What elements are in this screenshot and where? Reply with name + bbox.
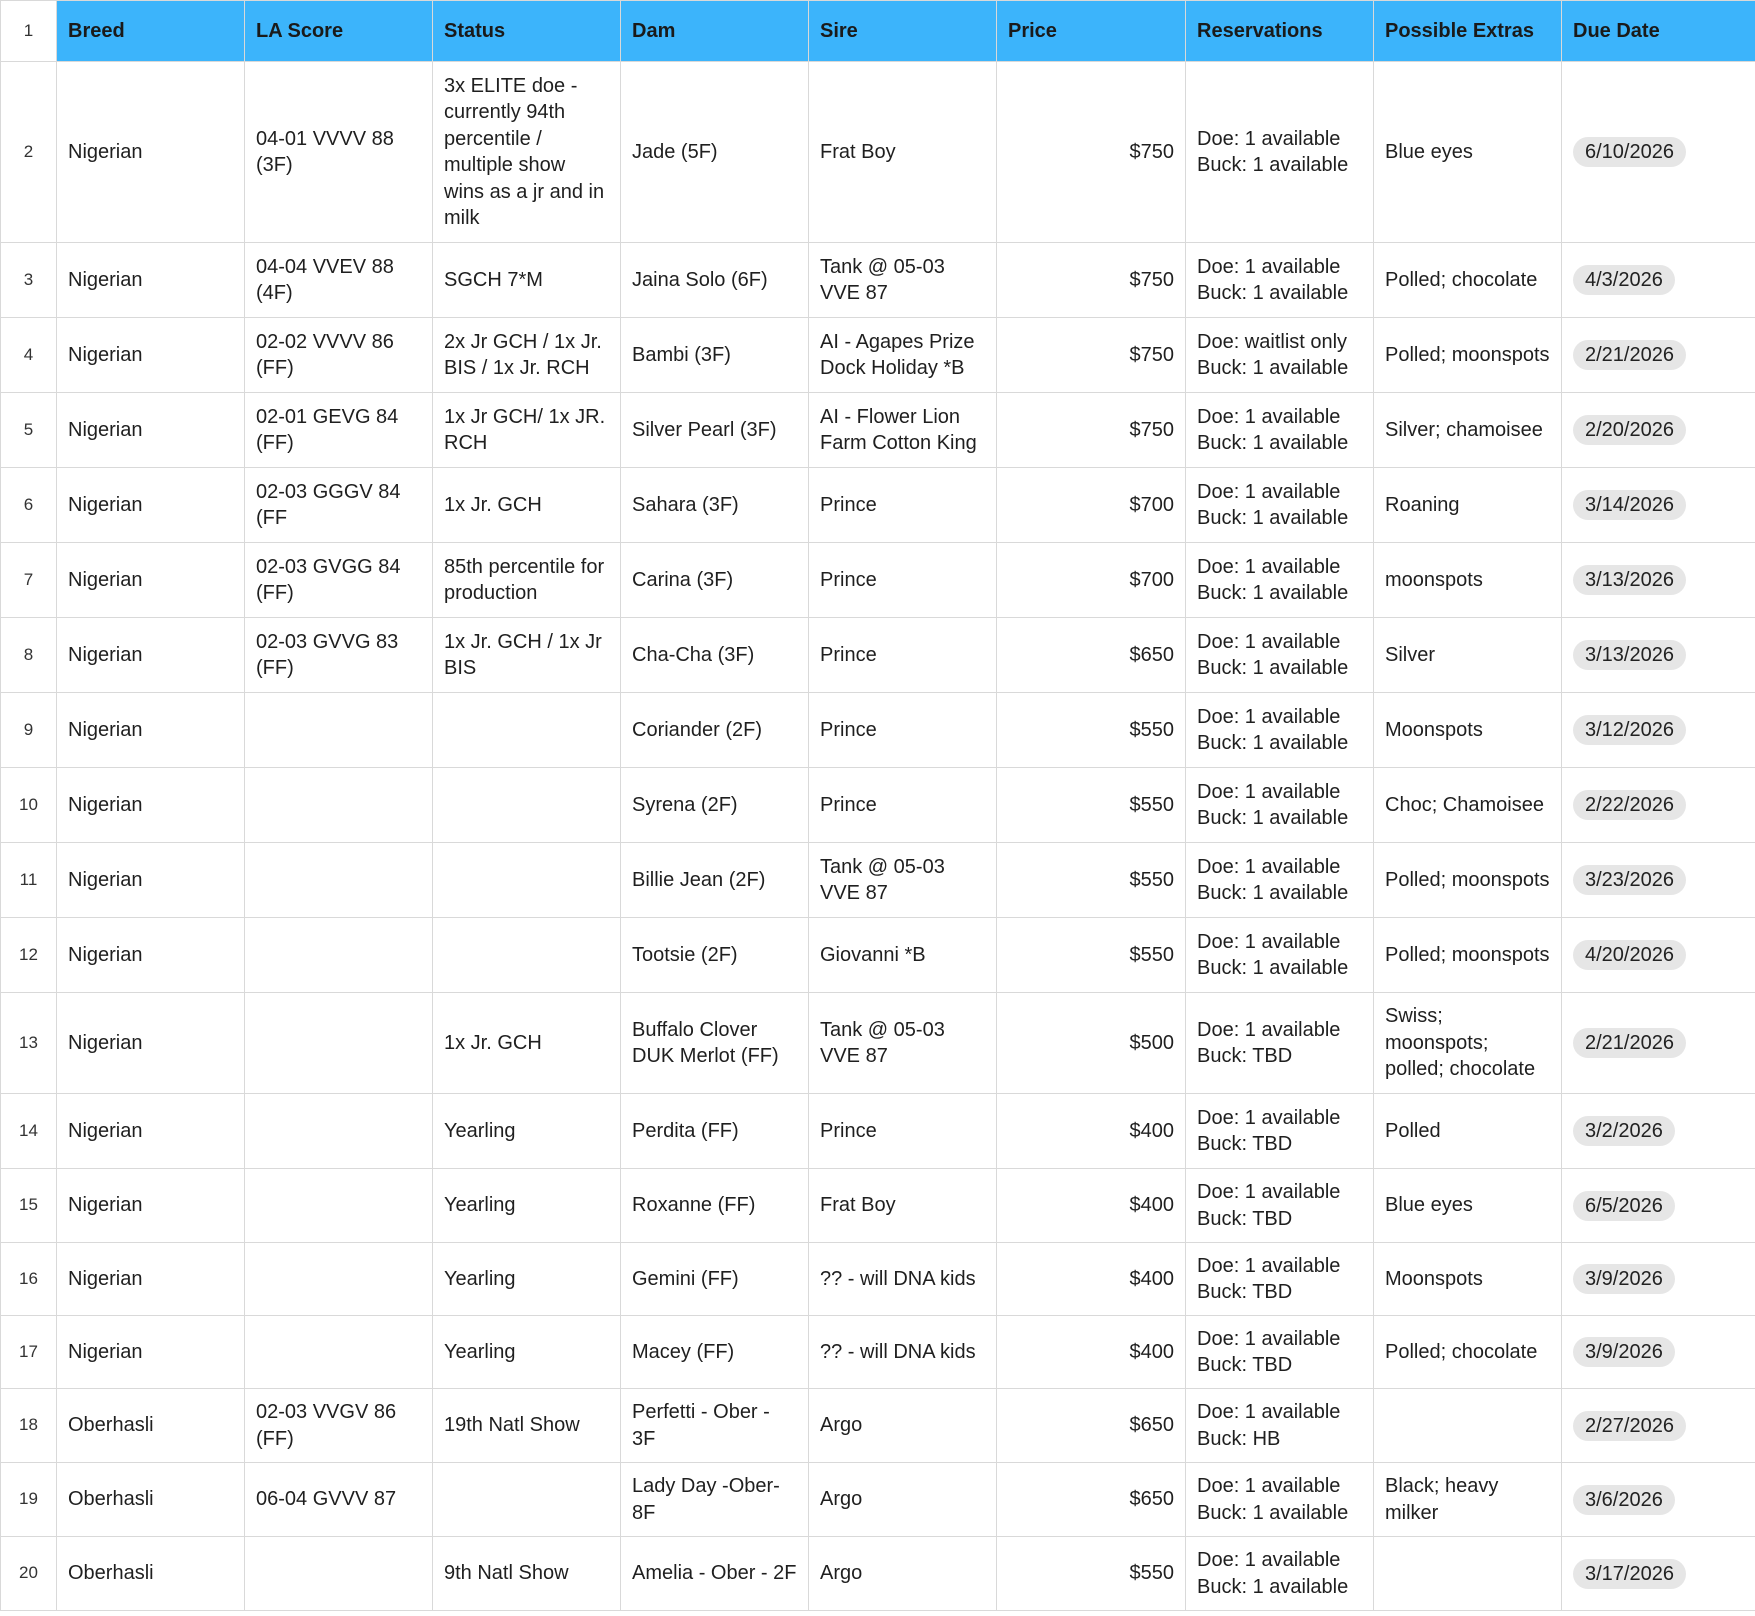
reservation-doe: Doe: 1 available xyxy=(1197,255,1341,278)
cell-status[interactable]: Yearling xyxy=(433,1316,621,1389)
cell-dam[interactable]: Sahara (3F) xyxy=(621,468,809,543)
reservation-doe: Doe: 1 available xyxy=(1197,127,1341,150)
cell-due-date[interactable] xyxy=(1562,1463,1755,1537)
la-score-text: 02-03 GGGV 84 (FF xyxy=(256,480,401,529)
table-row xyxy=(1,318,1755,393)
table-row xyxy=(1,1094,1755,1169)
due-date-chip[interactable]: 3/2/2026 xyxy=(1573,1116,1675,1146)
header-due-date[interactable]: Due Date xyxy=(1562,1,1755,62)
cell-sire[interactable]: AI - Agapes Prize Dock Holiday *B xyxy=(809,318,997,393)
cell-la-score[interactable] xyxy=(245,1169,433,1243)
la-score-text: 02-03 VVGV 86 (FF) xyxy=(256,1401,397,1450)
cell-breed[interactable]: Nigerian xyxy=(57,843,245,918)
cell-reservations[interactable] xyxy=(1186,618,1374,693)
cell-price[interactable]: $400 xyxy=(997,1169,1186,1243)
row-number[interactable]: 19 xyxy=(1,1463,57,1537)
due-date-chip[interactable]: 3/14/2026 xyxy=(1573,490,1686,520)
row-number[interactable]: 13 xyxy=(1,993,57,1094)
cell-price[interactable]: $650 xyxy=(997,1389,1186,1463)
cell-dam[interactable]: Jade (5F) xyxy=(621,62,809,243)
cell-dam[interactable]: Jaina Solo (6F) xyxy=(621,243,809,318)
cell-breed[interactable]: Nigerian xyxy=(57,543,245,618)
reservation-buck: Buck: 1 available xyxy=(1197,732,1349,754)
cell-la-score[interactable] xyxy=(245,243,433,318)
cell-sire[interactable]: Giovanni *B xyxy=(809,918,997,993)
reservation-buck: Buck: 1 available xyxy=(1197,432,1349,454)
row-number[interactable]: 4 xyxy=(1,318,57,393)
cell-due-date[interactable] xyxy=(1562,1169,1755,1243)
cell-la-score[interactable] xyxy=(245,393,433,468)
reservation-buck: Buck: TBD xyxy=(1197,1045,1293,1067)
cell-breed[interactable]: Nigerian xyxy=(57,618,245,693)
cell-sire[interactable]: Prince xyxy=(809,543,997,618)
cell-la-score[interactable] xyxy=(245,1094,433,1169)
header-la-score[interactable]: LA Score xyxy=(245,1,433,62)
cell-dam[interactable]: Bambi (3F) xyxy=(621,318,809,393)
cell-price[interactable]: $750 xyxy=(997,318,1186,393)
cell-status[interactable]: 1x Jr. GCH / 1x Jr BIS xyxy=(433,618,621,693)
cell-sire[interactable]: Prince xyxy=(809,1094,997,1169)
row-number[interactable]: 17 xyxy=(1,1316,57,1389)
cell-reservations[interactable] xyxy=(1186,1537,1374,1611)
table-row xyxy=(1,1169,1755,1243)
reservation-buck: Buck: TBD xyxy=(1197,1281,1293,1303)
la-score-text: 04-04 VVEV 88 (4F) xyxy=(256,255,394,304)
reservation-doe: Doe: 1 available xyxy=(1197,1401,1341,1423)
header-sire[interactable]: Sire xyxy=(809,1,997,62)
cell-dam[interactable]: Perdita (FF) xyxy=(621,1094,809,1169)
cell-sire[interactable]: Argo xyxy=(809,1389,997,1463)
cell-due-date[interactable] xyxy=(1562,243,1755,318)
cell-la-score[interactable] xyxy=(245,918,433,993)
row-number[interactable]: 20 xyxy=(1,1537,57,1611)
cell-price[interactable]: $750 xyxy=(997,62,1186,243)
cell-breed[interactable]: Nigerian xyxy=(57,1094,245,1169)
la-score-text: 02-01 GEVG 84 (FF) xyxy=(256,405,399,454)
cell-reservations[interactable] xyxy=(1186,243,1374,318)
table-row xyxy=(1,993,1755,1094)
header-status[interactable]: Status xyxy=(433,1,621,62)
cell-price[interactable]: $550 xyxy=(997,768,1186,843)
reservation-buck: Buck: TBD xyxy=(1197,1133,1293,1155)
cell-status[interactable]: 3x ELITE doe - currently 94th percentile / multiple show wins as a jr and in milk xyxy=(433,62,621,243)
cell-breed[interactable]: Oberhasli xyxy=(57,1389,245,1463)
cell-price[interactable]: $750 xyxy=(997,243,1186,318)
cell-possible-extras[interactable]: Moonspots xyxy=(1374,1243,1562,1316)
reservation-doe: Doe: 1 available xyxy=(1197,1181,1341,1203)
row-number[interactable]: 14 xyxy=(1,1094,57,1169)
cell-price[interactable]: $700 xyxy=(997,543,1186,618)
la-score-text: 02-03 GVGG 84 (FF) xyxy=(256,555,401,604)
cell-possible-extras[interactable]: Blue eyes xyxy=(1374,62,1562,243)
table-row xyxy=(1,693,1755,768)
reservation-doe: Doe: 1 available xyxy=(1197,405,1341,428)
cell-breed[interactable]: Nigerian xyxy=(57,62,245,243)
reservation-doe: Doe: 1 available xyxy=(1197,780,1341,803)
header-reservations[interactable]: Reservations xyxy=(1186,1,1374,62)
cell-status[interactable]: Yearling xyxy=(433,1243,621,1316)
due-date-chip[interactable]: 3/13/2026 xyxy=(1573,640,1686,670)
due-date-chip[interactable]: 2/21/2026 xyxy=(1573,1028,1686,1058)
cell-possible-extras[interactable]: Swiss; moonspots; polled; chocolate xyxy=(1374,993,1562,1094)
due-date-chip[interactable]: 2/20/2026 xyxy=(1573,415,1686,445)
cell-dam[interactable]: Roxanne (FF) xyxy=(621,1169,809,1243)
table-row xyxy=(1,468,1755,543)
cell-reservations[interactable] xyxy=(1186,1094,1374,1169)
cell-possible-extras[interactable]: Polled; moonspots xyxy=(1374,843,1562,918)
reservation-buck: Buck: 1 available xyxy=(1197,582,1349,604)
cell-status[interactable] xyxy=(433,768,621,843)
cell-due-date[interactable] xyxy=(1562,1243,1755,1316)
cell-possible-extras[interactable]: Silver xyxy=(1374,618,1562,693)
cell-price[interactable]: $650 xyxy=(997,1463,1186,1537)
cell-breed[interactable]: Nigerian xyxy=(57,393,245,468)
table-row xyxy=(1,1463,1755,1537)
row-number[interactable]: 1 xyxy=(1,1,57,62)
reservation-buck: Buck: 1 available xyxy=(1197,657,1349,679)
due-date-chip[interactable]: 3/6/2026 xyxy=(1573,1485,1675,1515)
cell-possible-extras[interactable]: Polled; chocolate xyxy=(1374,243,1562,318)
cell-la-score[interactable] xyxy=(245,1389,433,1463)
table-row xyxy=(1,618,1755,693)
cell-possible-extras[interactable]: Roaning xyxy=(1374,468,1562,543)
cell-sire[interactable]: Tank @ 05-03 VVE 87 xyxy=(809,993,997,1094)
cell-possible-extras[interactable]: Black; heavy milker xyxy=(1374,1463,1562,1537)
cell-due-date[interactable] xyxy=(1562,1094,1755,1169)
row-number[interactable]: 7 xyxy=(1,543,57,618)
reservation-buck: Buck: 1 available xyxy=(1197,957,1349,979)
cell-la-score[interactable] xyxy=(245,693,433,768)
cell-due-date[interactable] xyxy=(1562,318,1755,393)
cell-status[interactable]: 1x Jr GCH/ 1x JR. RCH xyxy=(433,393,621,468)
cell-sire[interactable]: Prince xyxy=(809,468,997,543)
cell-price[interactable]: $400 xyxy=(997,1243,1186,1316)
cell-due-date[interactable] xyxy=(1562,993,1755,1094)
cell-status[interactable]: Yearling xyxy=(433,1094,621,1169)
la-score-text: 02-03 GVVG 83 (FF) xyxy=(256,630,399,679)
cell-possible-extras[interactable]: Blue eyes xyxy=(1374,1169,1562,1243)
cell-breed[interactable]: Nigerian xyxy=(57,1316,245,1389)
cell-possible-extras[interactable]: Moonspots xyxy=(1374,693,1562,768)
row-number[interactable]: 3 xyxy=(1,243,57,318)
cell-due-date[interactable] xyxy=(1562,693,1755,768)
cell-price[interactable]: $500 xyxy=(997,993,1186,1094)
table-row xyxy=(1,768,1755,843)
cell-possible-extras[interactable] xyxy=(1374,1537,1562,1611)
cell-possible-extras[interactable]: Polled; moonspots xyxy=(1374,918,1562,993)
cell-sire[interactable]: Tank @ 05-03 VVE 87 xyxy=(809,243,997,318)
cell-due-date[interactable] xyxy=(1562,393,1755,468)
row-number[interactable]: 11 xyxy=(1,843,57,918)
cell-la-score[interactable] xyxy=(245,618,433,693)
reservation-doe: Doe: 1 available xyxy=(1197,1549,1341,1571)
row-number[interactable]: 16 xyxy=(1,1243,57,1316)
cell-sire[interactable]: Prince xyxy=(809,768,997,843)
cell-possible-extras[interactable]: Choc; Chamoisee xyxy=(1374,768,1562,843)
la-score-text: 04-01 VVVV 88 (3F) xyxy=(256,127,394,176)
cell-due-date[interactable] xyxy=(1562,1389,1755,1463)
due-date-chip[interactable]: 2/21/2026 xyxy=(1573,340,1686,370)
cell-possible-extras[interactable]: Silver; chamoisee xyxy=(1374,393,1562,468)
table-row xyxy=(1,1389,1755,1463)
cell-dam[interactable]: Cha-Cha (3F) xyxy=(621,618,809,693)
cell-status[interactable] xyxy=(433,693,621,768)
header-row xyxy=(1,1,1755,62)
cell-sire[interactable]: Prince xyxy=(809,618,997,693)
cell-status[interactable]: 1x Jr. GCH xyxy=(433,993,621,1094)
cell-dam[interactable]: Silver Pearl (3F) xyxy=(621,393,809,468)
reservation-buck: Buck: TBD xyxy=(1197,1354,1293,1376)
row-number[interactable]: 9 xyxy=(1,693,57,768)
reservation-doe: Doe: 1 available xyxy=(1197,855,1341,878)
table-row xyxy=(1,62,1755,243)
table-row xyxy=(1,1316,1755,1389)
reservation-buck: Buck: TBD xyxy=(1197,1207,1293,1230)
cell-possible-extras[interactable]: Polled; moonspots xyxy=(1374,318,1562,393)
cell-reservations[interactable] xyxy=(1186,918,1374,993)
cell-dam[interactable]: Syrena (2F) xyxy=(621,768,809,843)
cell-sire[interactable]: Argo xyxy=(809,1537,997,1611)
cell-sire[interactable]: Prince xyxy=(809,693,997,768)
cell-breed[interactable]: Nigerian xyxy=(57,1169,245,1243)
cell-reservations[interactable] xyxy=(1186,62,1374,243)
cell-reservations[interactable] xyxy=(1186,1316,1374,1389)
cell-la-score[interactable] xyxy=(245,1537,433,1611)
due-date-chip[interactable]: 3/17/2026 xyxy=(1573,1559,1686,1589)
cell-price[interactable]: $550 xyxy=(997,1537,1186,1611)
reservation-doe: Doe: 1 available xyxy=(1197,480,1341,503)
cell-la-score[interactable] xyxy=(245,1243,433,1316)
due-date-chip[interactable]: 4/3/2026 xyxy=(1573,265,1675,295)
cell-breed[interactable]: Nigerian xyxy=(57,1243,245,1316)
cell-price[interactable]: $550 xyxy=(997,918,1186,993)
header-price[interactable]: Price xyxy=(997,1,1186,62)
due-date-chip[interactable]: 3/9/2026 xyxy=(1573,1337,1675,1367)
cell-breed[interactable]: Nigerian xyxy=(57,318,245,393)
cell-price[interactable]: $550 xyxy=(997,843,1186,918)
cell-status[interactable] xyxy=(433,1463,621,1537)
cell-la-score[interactable] xyxy=(245,468,433,543)
due-date-chip[interactable]: 6/10/2026 xyxy=(1573,137,1686,167)
header-possible-extras[interactable]: Possible Extras xyxy=(1374,1,1562,62)
reservation-buck: Buck: 1 available xyxy=(1197,357,1349,379)
table-row xyxy=(1,393,1755,468)
cell-sire[interactable]: ?? - will DNA kids xyxy=(809,1316,997,1389)
row-number[interactable]: 15 xyxy=(1,1169,57,1243)
reservation-doe: Doe: 1 available xyxy=(1197,1018,1341,1041)
cell-breed[interactable]: Nigerian xyxy=(57,993,245,1094)
due-date-chip[interactable]: 6/5/2026 xyxy=(1573,1191,1675,1221)
table-row xyxy=(1,243,1755,318)
cell-sire[interactable]: ?? - will DNA kids xyxy=(809,1243,997,1316)
cell-la-score[interactable] xyxy=(245,1316,433,1389)
table-body xyxy=(1,62,1755,1611)
reservation-buck: Buck: 1 available xyxy=(1197,154,1349,176)
cell-reservations[interactable] xyxy=(1186,1463,1374,1537)
reservation-buck: Buck: 1 available xyxy=(1197,882,1349,904)
reservation-buck: Buck: HB xyxy=(1197,1427,1281,1450)
reservation-doe: Doe: 1 available xyxy=(1197,1327,1341,1350)
header-dam[interactable]: Dam xyxy=(621,1,809,62)
cell-breed[interactable]: Oberhasli xyxy=(57,1537,245,1611)
cell-status[interactable] xyxy=(433,843,621,918)
due-date-chip[interactable]: 3/12/2026 xyxy=(1573,715,1686,745)
cell-possible-extras[interactable]: Polled xyxy=(1374,1094,1562,1169)
cell-due-date[interactable] xyxy=(1562,768,1755,843)
header-breed[interactable]: Breed xyxy=(57,1,245,62)
cell-reservations[interactable] xyxy=(1186,468,1374,543)
row-number[interactable]: 6 xyxy=(1,468,57,543)
due-date-chip[interactable]: 4/20/2026 xyxy=(1573,940,1686,970)
cell-sire[interactable]: Frat Boy xyxy=(809,1169,997,1243)
reservation-doe: Doe: 1 available xyxy=(1197,630,1341,653)
reservation-doe: Doe: waitlist only xyxy=(1197,330,1348,353)
reservation-doe: Doe: 1 available xyxy=(1197,1106,1341,1129)
cell-price[interactable]: $700 xyxy=(997,468,1186,543)
reservation-buck: Buck: 1 available xyxy=(1197,1575,1349,1598)
cell-possible-extras[interactable]: Polled; chocolate xyxy=(1374,1316,1562,1389)
table-row xyxy=(1,1537,1755,1611)
cell-due-date[interactable] xyxy=(1562,1537,1755,1611)
cell-sire[interactable]: Argo xyxy=(809,1463,997,1537)
cell-la-score[interactable] xyxy=(245,993,433,1094)
cell-possible-extras[interactable]: moonspots xyxy=(1374,543,1562,618)
cell-dam[interactable]: Amelia - Ober - 2F xyxy=(621,1537,809,1611)
row-number[interactable]: 12 xyxy=(1,918,57,993)
cell-la-score[interactable] xyxy=(245,843,433,918)
cell-due-date[interactable] xyxy=(1562,918,1755,993)
cell-breed[interactable]: Nigerian xyxy=(57,468,245,543)
cell-dam[interactable]: Buffalo Clover DUK Merlot (FF) xyxy=(621,993,809,1094)
cell-dam[interactable]: Lady Day -Ober-8F xyxy=(621,1463,809,1537)
cell-reservations[interactable] xyxy=(1186,1389,1374,1463)
cell-dam[interactable]: Macey (FF) xyxy=(621,1316,809,1389)
cell-dam[interactable]: Perfetti - Ober - 3F xyxy=(621,1389,809,1463)
cell-status[interactable] xyxy=(433,918,621,993)
la-score-text: 06-04 GVVV 87 xyxy=(256,1488,397,1511)
cell-due-date[interactable] xyxy=(1562,468,1755,543)
cell-reservations[interactable] xyxy=(1186,993,1374,1094)
cell-status[interactable]: SGCH 7*M xyxy=(433,243,621,318)
cell-sire[interactable]: Tank @ 05-03 VVE 87 xyxy=(809,843,997,918)
cell-breed[interactable]: Nigerian xyxy=(57,243,245,318)
reservation-doe: Doe: 1 available xyxy=(1197,1254,1341,1277)
reservation-buck: Buck: 1 available xyxy=(1197,807,1349,829)
table-row xyxy=(1,918,1755,993)
cell-status[interactable]: 9th Natl Show xyxy=(433,1537,621,1611)
due-date-chip[interactable]: 3/23/2026 xyxy=(1573,865,1686,895)
cell-breed[interactable]: Nigerian xyxy=(57,693,245,768)
row-number[interactable]: 8 xyxy=(1,618,57,693)
row-number[interactable]: 18 xyxy=(1,1389,57,1463)
cell-price[interactable]: $400 xyxy=(997,1094,1186,1169)
cell-reservations[interactable] xyxy=(1186,768,1374,843)
table-row xyxy=(1,543,1755,618)
cell-reservations[interactable] xyxy=(1186,843,1374,918)
cell-dam[interactable]: Billie Jean (2F) xyxy=(621,843,809,918)
cell-breed[interactable]: Oberhasli xyxy=(57,1463,245,1537)
cell-la-score[interactable] xyxy=(245,1463,433,1537)
cell-status[interactable]: 1x Jr. GCH xyxy=(433,468,621,543)
cell-price[interactable]: $750 xyxy=(997,393,1186,468)
cell-breed[interactable]: Nigerian xyxy=(57,768,245,843)
cell-status[interactable]: 2x Jr GCH / 1x Jr. BIS / 1x Jr. RCH xyxy=(433,318,621,393)
cell-la-score[interactable] xyxy=(245,62,433,243)
cell-reservations[interactable] xyxy=(1186,1169,1374,1243)
cell-price[interactable]: $550 xyxy=(997,693,1186,768)
cell-reservations[interactable] xyxy=(1186,1243,1374,1316)
due-date-chip[interactable]: 3/9/2026 xyxy=(1573,1264,1675,1294)
cell-possible-extras[interactable] xyxy=(1374,1389,1562,1463)
cell-price[interactable]: $650 xyxy=(997,618,1186,693)
cell-dam[interactable]: Tootsie (2F) xyxy=(621,918,809,993)
reservation-doe: Doe: 1 available xyxy=(1197,555,1341,578)
due-date-chip[interactable]: 2/27/2026 xyxy=(1573,1411,1686,1441)
cell-breed[interactable]: Nigerian xyxy=(57,918,245,993)
cell-reservations[interactable] xyxy=(1186,393,1374,468)
cell-status[interactable]: 85th percentile for production xyxy=(433,543,621,618)
cell-due-date[interactable] xyxy=(1562,618,1755,693)
cell-due-date[interactable] xyxy=(1562,1316,1755,1389)
cell-due-date[interactable] xyxy=(1562,843,1755,918)
reservation-doe: Doe: 1 available xyxy=(1197,930,1341,953)
reservation-buck: Buck: 1 available xyxy=(1197,1501,1349,1524)
cell-due-date[interactable] xyxy=(1562,543,1755,618)
cell-status[interactable]: 19th Natl Show xyxy=(433,1389,621,1463)
row-number[interactable]: 5 xyxy=(1,393,57,468)
cell-dam[interactable]: Coriander (2F) xyxy=(621,693,809,768)
cell-sire[interactable]: Frat Boy xyxy=(809,62,997,243)
reservation-buck: Buck: 1 available xyxy=(1197,282,1349,304)
table-row xyxy=(1,1243,1755,1316)
cell-sire[interactable]: AI - Flower Lion Farm Cotton King xyxy=(809,393,997,468)
cell-due-date[interactable] xyxy=(1562,62,1755,243)
table-row xyxy=(1,843,1755,918)
cell-reservations[interactable] xyxy=(1186,318,1374,393)
reservation-doe: Doe: 1 available xyxy=(1197,1475,1341,1497)
cell-dam[interactable]: Gemini (FF) xyxy=(621,1243,809,1316)
cell-reservations[interactable] xyxy=(1186,693,1374,768)
cell-status[interactable]: Yearling xyxy=(433,1169,621,1243)
cell-dam[interactable]: Carina (3F) xyxy=(621,543,809,618)
cell-price[interactable]: $400 xyxy=(997,1316,1186,1389)
due-date-chip[interactable]: 2/22/2026 xyxy=(1573,790,1686,820)
cell-la-score[interactable] xyxy=(245,318,433,393)
reservation-buck: Buck: 1 available xyxy=(1197,507,1349,529)
row-number[interactable]: 2 xyxy=(1,62,57,243)
due-date-chip[interactable]: 3/13/2026 xyxy=(1573,565,1686,595)
reservation-doe: Doe: 1 available xyxy=(1197,705,1341,728)
la-score-text: 02-02 VVVV 86 (FF) xyxy=(256,330,394,379)
cell-reservations[interactable] xyxy=(1186,543,1374,618)
cell-la-score[interactable] xyxy=(245,543,433,618)
cell-la-score[interactable] xyxy=(245,768,433,843)
row-number[interactable]: 10 xyxy=(1,768,57,843)
